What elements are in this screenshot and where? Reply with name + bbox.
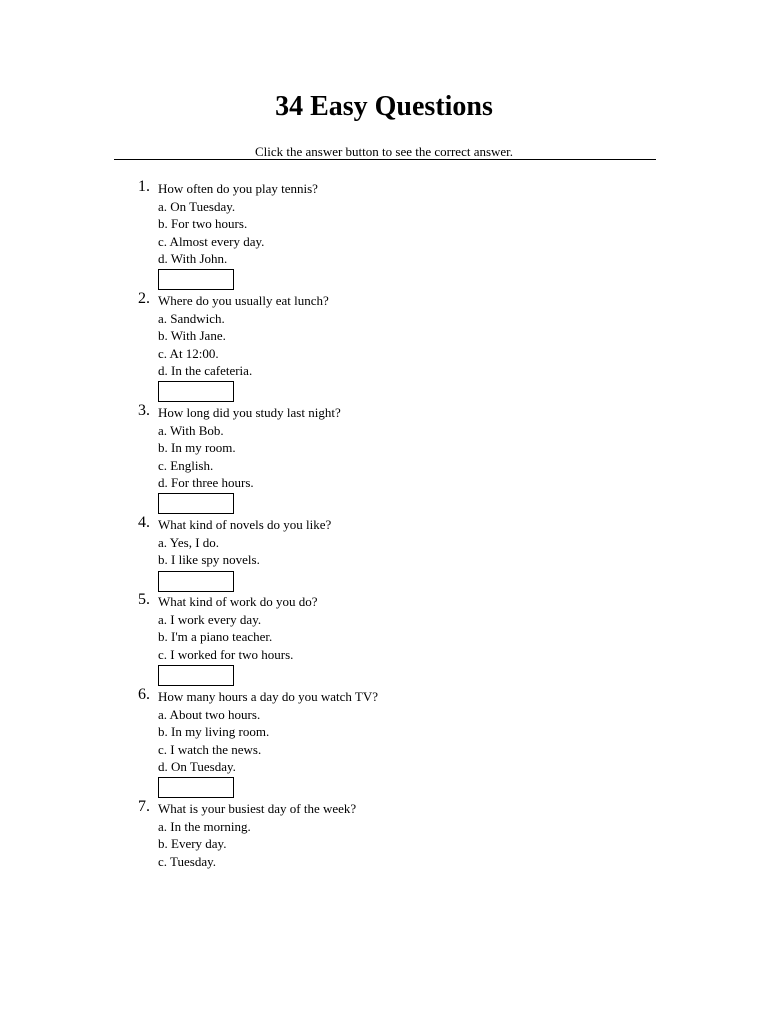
header-divider bbox=[114, 159, 656, 160]
question-text: How often do you play tennis? bbox=[158, 181, 318, 196]
answer-option: b. In my living room. bbox=[158, 724, 270, 740]
answer-option: c. Tuesday. bbox=[158, 853, 217, 869]
question-text: Where do you usually eat lunch? bbox=[158, 293, 329, 308]
question-number: 4. bbox=[138, 514, 150, 531]
question-number: 2. bbox=[138, 290, 150, 307]
page-title: 34 Easy Questions bbox=[275, 91, 493, 122]
answer-option: a. About two hours. bbox=[158, 707, 261, 722]
answer-option: a. Sandwich. bbox=[158, 311, 225, 326]
answer-option: a. In the morning. bbox=[158, 819, 251, 834]
answer-button[interactable] bbox=[158, 571, 234, 592]
answer-option: c. I watch the news. bbox=[158, 741, 262, 757]
answer-option: d. With John. bbox=[158, 250, 228, 266]
answer-option: b. I like spy novels. bbox=[158, 552, 260, 568]
answer-option: a. With Bob. bbox=[158, 423, 224, 438]
instruction-text: Click the answer button to see the correct answer. bbox=[254, 144, 514, 159]
answer-option: c. Almost every day. bbox=[158, 233, 265, 249]
question-number: 6. bbox=[138, 686, 150, 703]
answer-option: b. In my room. bbox=[158, 440, 236, 456]
answer-option: b. Every day. bbox=[158, 836, 227, 852]
answer-option: b. With Jane. bbox=[158, 328, 226, 344]
question-number: 3. bbox=[138, 402, 150, 419]
answer-button[interactable] bbox=[158, 269, 234, 290]
answer-option: c. English. bbox=[158, 457, 214, 473]
answer-option: a. I work every day. bbox=[158, 612, 262, 627]
answer-option: d. For three hours. bbox=[158, 474, 254, 490]
answer-button[interactable] bbox=[158, 665, 234, 686]
question-text: How long did you study last night? bbox=[158, 405, 341, 420]
answer-option: a. Yes, I do. bbox=[158, 535, 220, 550]
answer-button[interactable] bbox=[158, 777, 234, 798]
question-text: What kind of work do you do? bbox=[158, 594, 318, 609]
answer-option: a. On Tuesday. bbox=[158, 199, 236, 214]
question-text: What is your busiest day of the week? bbox=[158, 801, 357, 816]
question-number: 1. bbox=[138, 178, 150, 195]
answer-option: b. I'm a piano teacher. bbox=[158, 629, 273, 645]
question-text: What kind of novels do you like? bbox=[158, 517, 332, 532]
question-text: How many hours a day do you watch TV? bbox=[158, 689, 378, 704]
answer-button[interactable] bbox=[158, 381, 234, 402]
answer-option: d. In the cafeteria. bbox=[158, 362, 253, 378]
answer-button[interactable] bbox=[158, 493, 234, 514]
answer-option: c. I worked for two hours. bbox=[158, 646, 294, 662]
answer-option: b. For two hours. bbox=[158, 216, 248, 232]
question-number: 5. bbox=[138, 591, 150, 608]
answer-option: c. At 12:00. bbox=[158, 345, 219, 361]
answer-option: d. On Tuesday. bbox=[158, 758, 236, 774]
question-number: 7. bbox=[138, 798, 150, 815]
